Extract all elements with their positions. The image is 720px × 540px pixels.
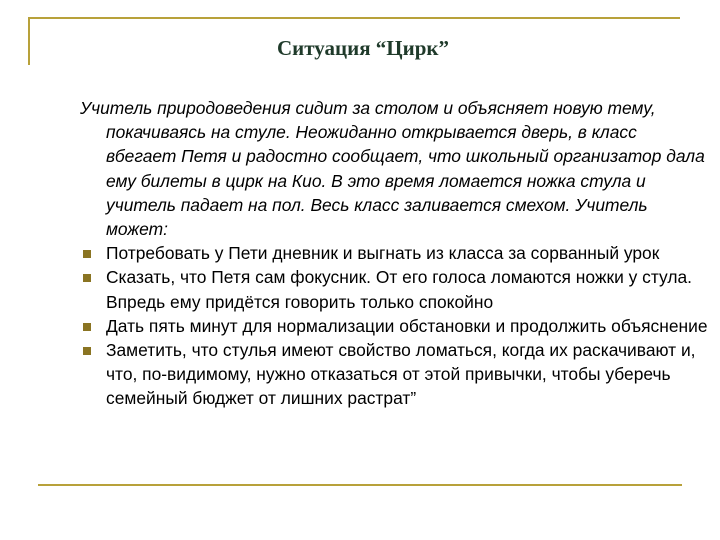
option-text: Заметить, что стулья имеют свойство ломаться, когда их раскачивают и, что, по-видимому, нужно отказаться от этой привычки, чтобы уберечь семейный бюджет от лишних растрат”	[106, 340, 696, 409]
option-text: Дать пять минут для нормализации обстановки и продолжить объяснение	[106, 315, 708, 336]
slide-title: Ситуация “Цирк”	[276, 36, 450, 60]
option-item	[80, 314, 710, 338]
square-bullet-icon	[83, 347, 91, 355]
option-item	[80, 265, 710, 313]
frame-top-line	[28, 17, 680, 19]
frame-bottom-line	[38, 484, 682, 486]
slide-content	[80, 96, 710, 411]
option-text: Сказать, что Петя сам фокусник. От его голоса ломаются ножки у стула. Впредь ему придётся говорить только спокойно	[106, 267, 692, 312]
square-bullet-icon	[83, 250, 91, 258]
option-item	[80, 241, 710, 265]
option-item	[80, 338, 710, 411]
option-text: Потребовать у Пети дневник и выгнать из класса за сорванный урок	[106, 243, 660, 264]
situation-description: Учитель природоведения сидит за столом и объясняет новую тему, покачиваясь на стуле. Неожиданно открывается дверь, в класс вбегает Петя и радостно сообщает, что школьный организатор дала ему билеты в цирк на Кио. В это время ломается ножка стула и учитель падает на пол. Весь класс заливается смехом. Учитель может:	[80, 98, 705, 240]
options-list	[80, 241, 710, 410]
square-bullet-icon	[83, 323, 91, 331]
square-bullet-icon	[83, 274, 91, 282]
